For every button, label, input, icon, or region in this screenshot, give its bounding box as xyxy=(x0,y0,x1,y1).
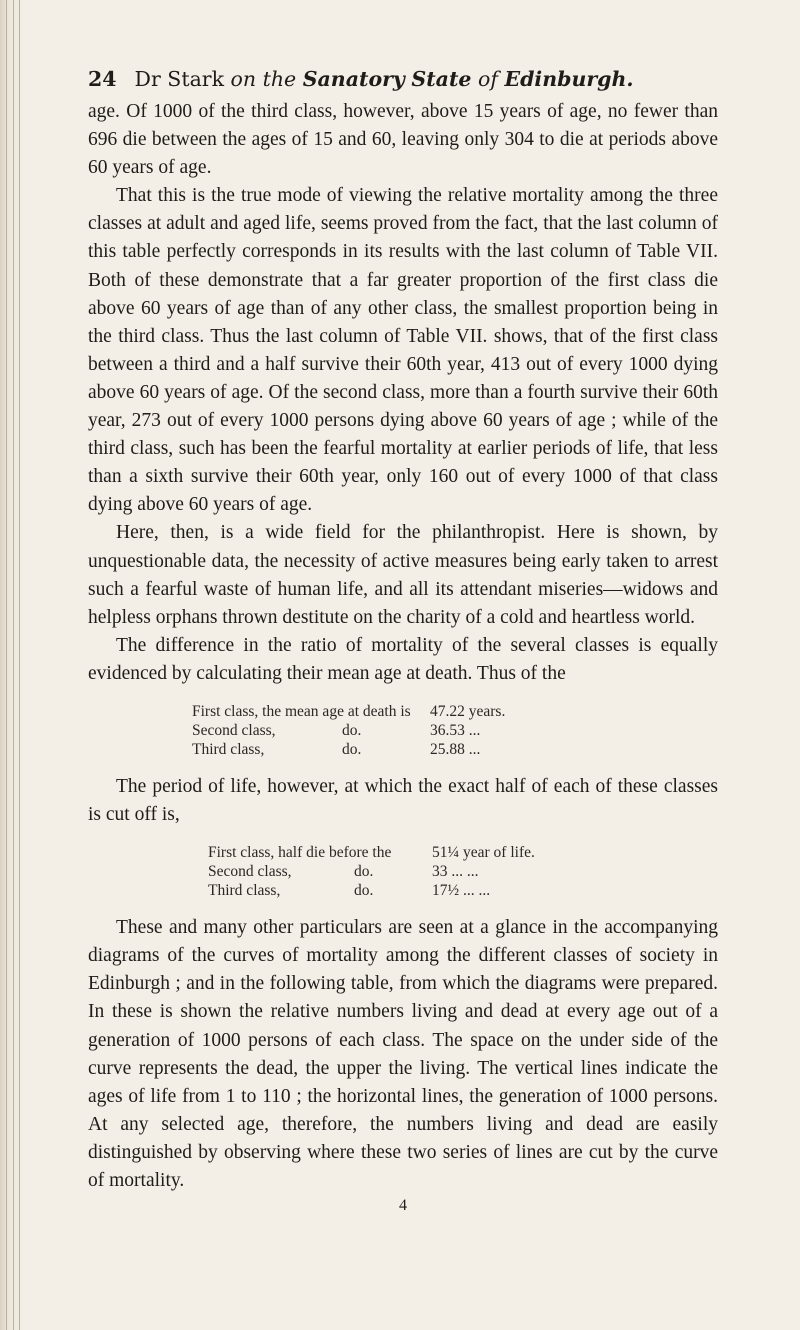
book-page xyxy=(88,64,718,1215)
paragraph: The period of life, however, at which the exact half of each of these classes is cut off is, xyxy=(88,775,718,826)
header-author: Dr Stark xyxy=(134,67,225,91)
header-title-on: on the xyxy=(230,67,297,91)
signature-mark: 4 xyxy=(399,1197,407,1215)
table-cell-ditto: do. xyxy=(354,863,374,881)
table-cell-label: Third class, xyxy=(208,882,281,900)
table-cell-label: Second class, xyxy=(208,863,292,881)
spine-edge-line xyxy=(6,0,7,1330)
table-row xyxy=(208,843,535,862)
header-title-of: of xyxy=(478,67,498,91)
table-cell-label: Second class, xyxy=(192,721,276,739)
table-row xyxy=(208,881,535,900)
header-title-state: State xyxy=(411,67,472,91)
paragraph: The difference in the ratio of mortality of the several classes is equally evidenced by calculating their mean age at death. Thus of the xyxy=(88,634,718,684)
paragraph: These and many other particulars are seen at a glance in the accompanying diagrams of the curves of mortality among the different classes of society in Edinburgh ; and in the following table, from which the diagrams were prepared. In these is shown the relative numbers living and dead at every age out of a generation of 1000 persons of each class. The space on the under side of the curve represents the dead, the upper the living. The vertical lines indicate the ages of life from 1 to 110 ; the horizontal lines, the generation of 1000 persons. At any selected age, therefore, the numbers living and dead are easily distinguished by observing where these two series of lines are cut by the curve of mortality. xyxy=(88,917,718,1191)
header-title-city: Edinburgh. xyxy=(504,67,634,91)
table-cell-value: 36.53 ... xyxy=(430,721,481,739)
table-cell-value: 25.88 ... xyxy=(430,740,481,758)
table-cell-ditto: do. xyxy=(354,882,374,900)
table-cell-label: First class, the mean age at death is xyxy=(192,702,411,720)
table-cell-value: 47.22 years. xyxy=(430,702,506,720)
page-number: 24 xyxy=(88,67,117,91)
table-row xyxy=(208,862,535,881)
table-row xyxy=(192,740,505,759)
table-cell-value: 33 ... ... xyxy=(432,863,479,881)
page-spine-shadow xyxy=(0,0,24,1330)
paragraph: Here, then, is a wide field for the philanthropist. Here is shown, by unquestionable data, the necessity of active measures being early taken to arrest such a fearful waste of human life, and all its attendant miseries—widows and helpless orphans thrown destitute on the charity of a cold and heartless world. xyxy=(88,522,718,628)
mean-age-table xyxy=(192,702,505,759)
table-row xyxy=(192,702,505,721)
half-life-table xyxy=(208,843,535,900)
table-cell-ditto: do. xyxy=(342,721,362,739)
table-row xyxy=(192,721,505,740)
table-cell-ditto: do. xyxy=(342,740,362,758)
spine-edge-line xyxy=(19,0,20,1330)
paragraph: age. Of 1000 of the third class, however, above 15 years of age, no fewer than 696 die between the ages of 15 and 60, leaving only 304 to die at periods above 60 years of age. xyxy=(88,101,718,179)
table-cell-value: 17½ ... ... xyxy=(432,882,491,900)
spine-edge-line xyxy=(13,0,14,1330)
table-cell-value: 51¼ year of life. xyxy=(432,844,535,862)
table-cell-label: First class, half die before the xyxy=(208,844,392,862)
body-text xyxy=(88,98,718,1195)
paragraph: That this is the true mode of viewing the relative mortality among the three classes at adult and aged life, seems proved from the fact, that the last column of this table perfectly corresponds in its results with the last column of Table VII. Both of these demonstrate that a far greater proportion of the first class die above 60 years of age than of any other class, the smallest proportion being in the third class. Thus the last column of Table VII. shows, that of the first class between a third and a half survive their 60th year, 413 out of every 1000 dying above 60 years of age. Of the second class, more than a fourth survive their 60th year, 273 out of every 1000 persons dying above 60 years of age ; while of the third class, such has been the fearful mortality at earlier periods of life, that less than a sixth survive their 60th year, only 160 out of every 1000 of that class dying above 60 years of age. xyxy=(88,185,718,516)
header-title-subject: Sanatory xyxy=(302,67,405,91)
table-cell-label: Third class, xyxy=(192,740,265,758)
running-header xyxy=(88,64,718,94)
